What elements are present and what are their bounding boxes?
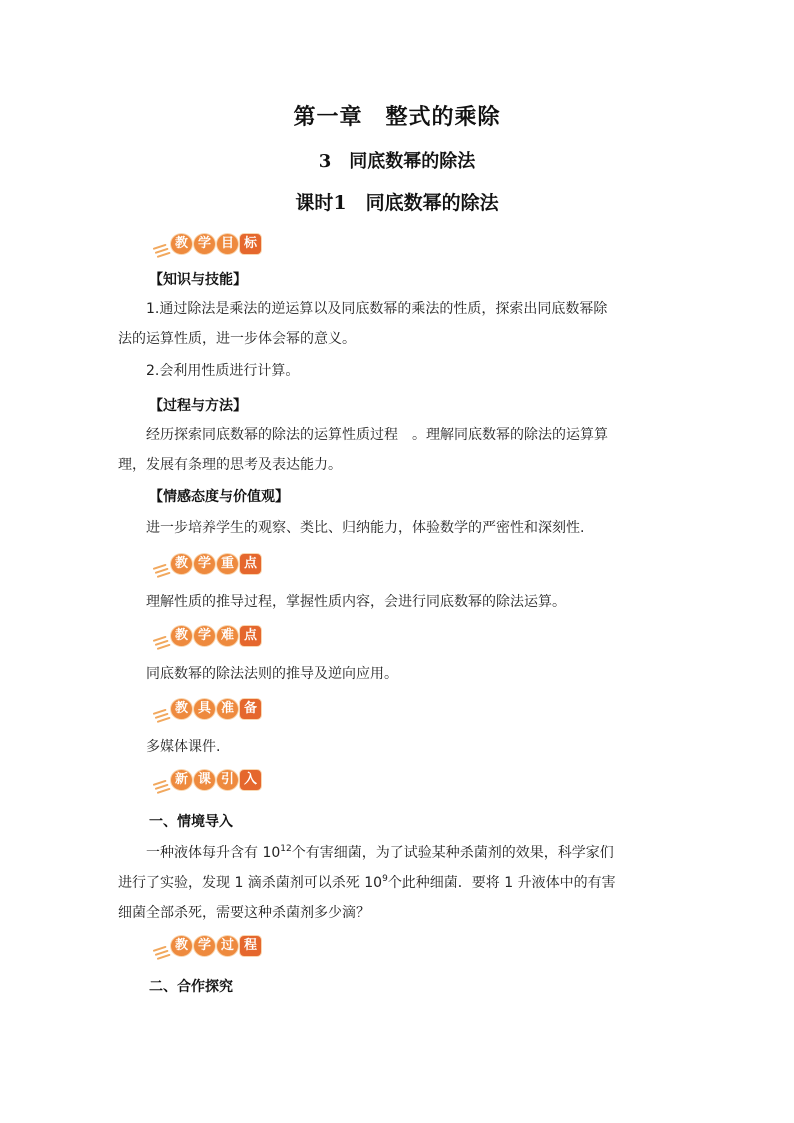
knowledge-2: 2.会利用性质进行计算。 xyxy=(146,363,300,379)
knowledge-1-line2: 法的运算性质，进一步体会幂的意义。 xyxy=(118,331,356,347)
badge-char: 学 xyxy=(193,625,216,647)
badge-char: 教 xyxy=(170,553,193,575)
intro-text-a: 一种液体每升含有 10 xyxy=(146,845,281,861)
process-section-heading: 二、合作探究 xyxy=(149,979,233,995)
knowledge-paragraph-1 xyxy=(118,294,688,354)
badge-char: 重 xyxy=(216,553,239,575)
knowledge-1-line1: 1.通过除法是乘法的逆运算以及同底数幂的乘法的性质，探索出同底数幂除 xyxy=(146,301,608,317)
badge-teaching-process xyxy=(153,935,273,959)
lesson-title: 课时1 同底数幂的除法 xyxy=(295,192,499,214)
badge-char: 学 xyxy=(193,935,216,957)
process-method-paragraph xyxy=(118,420,688,480)
knowledge-paragraph-2 xyxy=(118,356,688,386)
exponent-9: 9 xyxy=(382,874,388,884)
exponent-12: 12 xyxy=(280,844,292,854)
badge-char: 引 xyxy=(216,769,239,791)
process-line2: 理，发展有条理的思考及表达能力。 xyxy=(118,457,342,473)
badge-char: 目 xyxy=(216,233,239,255)
attitude-text: 进一步培养学生的观察、类比、归纳能力，体验数学的严密性和深刻性. xyxy=(146,520,585,536)
key-points-paragraph xyxy=(118,587,688,617)
badge-char: 学 xyxy=(193,553,216,575)
badge-new-lesson-intro xyxy=(153,769,273,793)
chapter-title: 第一章 整式的乘除 xyxy=(293,104,501,130)
intro-text-c: 进行了实验，发现 1 滴杀菌剂可以杀死 10 xyxy=(118,875,383,891)
badge-char: 准 xyxy=(216,698,239,720)
intro-heading: 一、情境导入 xyxy=(149,814,233,830)
badge-char: 点 xyxy=(239,553,262,575)
badge-char: 教 xyxy=(170,935,193,957)
badge-char: 过 xyxy=(216,935,239,957)
badge-teaching-objectives xyxy=(153,233,273,257)
badge-char: 教 xyxy=(170,698,193,720)
intro-text-b: 个有害细菌，为了试验某种杀菌剂的效果，科学家们 xyxy=(291,845,614,861)
section-title: 3 同底数幂的除法 xyxy=(318,151,476,172)
badge-char: 备 xyxy=(239,698,262,720)
attitude-paragraph xyxy=(118,513,688,543)
badge-char: 学 xyxy=(193,233,216,255)
intro-paragraph xyxy=(118,838,688,928)
badge-key-points xyxy=(153,553,273,577)
intro-text-e: 细菌全部杀死，需要这种杀菌剂多少滴？ xyxy=(118,905,370,921)
difficulties-paragraph xyxy=(118,659,688,689)
tools-text: 多媒体课件. xyxy=(146,739,221,755)
badge-char: 程 xyxy=(239,935,262,957)
badge-char: 入 xyxy=(239,769,262,791)
process-method-heading: 【过程与方法】 xyxy=(149,398,247,414)
badge-char: 新 xyxy=(170,769,193,791)
badge-teaching-tools xyxy=(153,698,273,722)
badge-char: 难 xyxy=(216,625,239,647)
difficulties-text: 同底数幂的除法法则的推导及逆向应用。 xyxy=(146,666,398,682)
tools-paragraph xyxy=(118,732,688,762)
badge-char: 教 xyxy=(170,233,193,255)
badge-char: 教 xyxy=(170,625,193,647)
key-points-text: 理解性质的推导过程，掌握性质内容，会进行同底数幂的除法运算。 xyxy=(146,594,566,610)
intro-text-d: 个此种细菌．要将 1 升液体中的有害 xyxy=(387,875,616,891)
badge-char: 标 xyxy=(239,233,262,255)
badge-char: 课 xyxy=(193,769,216,791)
attitude-heading: 【情感态度与价值观】 xyxy=(149,489,289,505)
badge-char: 具 xyxy=(193,698,216,720)
badge-char: 点 xyxy=(239,625,262,647)
knowledge-heading: 【知识与技能】 xyxy=(149,272,247,288)
badge-difficulties xyxy=(153,625,273,649)
process-line1: 经历探索同底数幂的除法的运算性质过程 。理解同底数幂的除法的运算算 xyxy=(146,427,608,443)
